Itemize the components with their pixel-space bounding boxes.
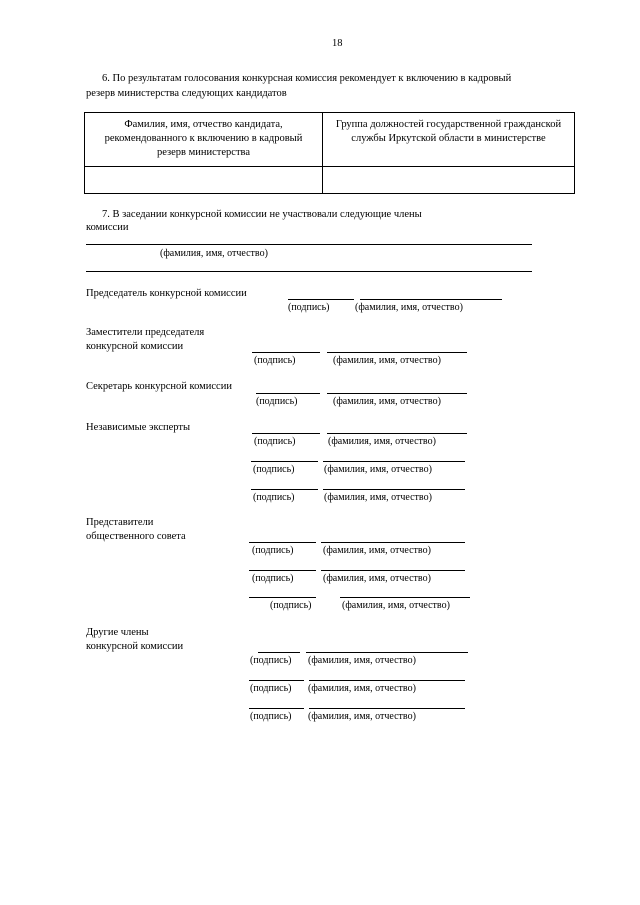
expert-2-sign-line	[251, 461, 318, 462]
expert-1-fio-caption: (фамилия, имя, отчество)	[328, 436, 436, 447]
expert-2-fio-line	[323, 461, 465, 462]
council-3-sign-line	[249, 597, 316, 598]
public-council-label-line1: Представители	[86, 517, 154, 528]
chairman-fio-line	[360, 299, 502, 300]
section6-text-line2: резерв министерства следующих кандидатов	[86, 88, 287, 99]
council-2-sign-line	[249, 570, 316, 571]
candidates-table	[84, 112, 575, 194]
chairman-sign-caption: (подпись)	[288, 302, 330, 313]
section7-text-line2: комиссии	[86, 222, 129, 233]
absent-members-line-1	[86, 244, 532, 245]
other-members-label-line2: конкурсной комиссии	[86, 641, 184, 652]
secretary-sign-caption: (подпись)	[256, 396, 298, 407]
other-3-fio-line	[309, 708, 465, 709]
other-3-sign-line	[249, 708, 304, 709]
other-1-sign-line	[258, 652, 300, 653]
deputies-label-line2: конкурсной комиссии	[86, 341, 184, 352]
candidates-table-cell-group	[323, 167, 575, 194]
absent-members-line-2	[86, 271, 532, 272]
other-3-fio-caption: (фамилия, имя, отчество)	[308, 711, 416, 722]
expert-1-fio-line	[327, 433, 467, 434]
council-3-sign-caption: (подпись)	[270, 600, 312, 611]
council-1-sign-caption: (подпись)	[252, 545, 294, 556]
expert-3-sign-caption: (подпись)	[253, 492, 295, 503]
other-2-fio-caption: (фамилия, имя, отчество)	[308, 683, 416, 694]
other-2-sign-line	[249, 680, 304, 681]
section7-text-line1: 7. В заседании конкурсной комиссии не участвовали следующие члены	[102, 209, 422, 220]
other-3-sign-caption: (подпись)	[250, 711, 292, 722]
candidates-table-header-group: Группа должностей государственной гражданской службы Иркутской области в министерстве	[323, 113, 575, 167]
expert-1-sign-line	[252, 433, 320, 434]
council-2-fio-caption: (фамилия, имя, отчество)	[323, 573, 431, 584]
candidates-table-cell-fio	[85, 167, 323, 194]
deputy-fio-line	[327, 352, 467, 353]
secretary-fio-caption: (фамилия, имя, отчество)	[333, 396, 441, 407]
expert-2-fio-caption: (фамилия, имя, отчество)	[324, 464, 432, 475]
expert-3-fio-line	[323, 489, 465, 490]
deputies-label-line1: Заместители председателя	[86, 327, 205, 338]
secretary-label: Секретарь конкурсной комиссии	[86, 381, 232, 392]
council-2-sign-caption: (подпись)	[252, 573, 294, 584]
public-council-label-line2: общественного совета	[86, 531, 186, 542]
council-3-fio-line	[340, 597, 470, 598]
page-number: 18	[332, 38, 343, 49]
experts-label: Независимые эксперты	[86, 422, 191, 433]
council-2-fio-line	[321, 570, 465, 571]
other-2-fio-line	[309, 680, 465, 681]
other-1-fio-caption: (фамилия, имя, отчество)	[308, 655, 416, 666]
council-1-fio-caption: (фамилия, имя, отчество)	[323, 545, 431, 556]
chairman-sign-line	[288, 299, 354, 300]
candidates-table-header-fio: Фамилия, имя, отчество кандидата, рекомендованного к включению в кадровый резерв министерства	[85, 113, 323, 167]
other-members-label-line1: Другие члены	[86, 627, 149, 638]
other-1-fio-line	[306, 652, 468, 653]
chairman-fio-caption: (фамилия, имя, отчество)	[355, 302, 463, 313]
deputy-sign-line	[252, 352, 320, 353]
chairman-label: Председатель конкурсной комиссии	[86, 288, 247, 299]
candidates-table-row	[85, 167, 575, 194]
council-1-sign-line	[249, 542, 316, 543]
expert-3-fio-caption: (фамилия, имя, отчество)	[324, 492, 432, 503]
deputy-fio-caption: (фамилия, имя, отчество)	[333, 355, 441, 366]
secretary-sign-line	[256, 393, 320, 394]
deputy-sign-caption: (подпись)	[254, 355, 296, 366]
other-1-sign-caption: (подпись)	[250, 655, 292, 666]
council-1-fio-line	[321, 542, 465, 543]
other-2-sign-caption: (подпись)	[250, 683, 292, 694]
expert-1-sign-caption: (подпись)	[254, 436, 296, 447]
secretary-fio-line	[327, 393, 467, 394]
section6-text-line1: 6. По результатам голосования конкурсная комиссия рекомендует к включению в кадровый	[102, 73, 512, 84]
council-3-fio-caption: (фамилия, имя, отчество)	[342, 600, 450, 611]
expert-2-sign-caption: (подпись)	[253, 464, 295, 475]
absent-members-fio-caption: (фамилия, имя, отчество)	[160, 248, 268, 259]
expert-3-sign-line	[251, 489, 318, 490]
